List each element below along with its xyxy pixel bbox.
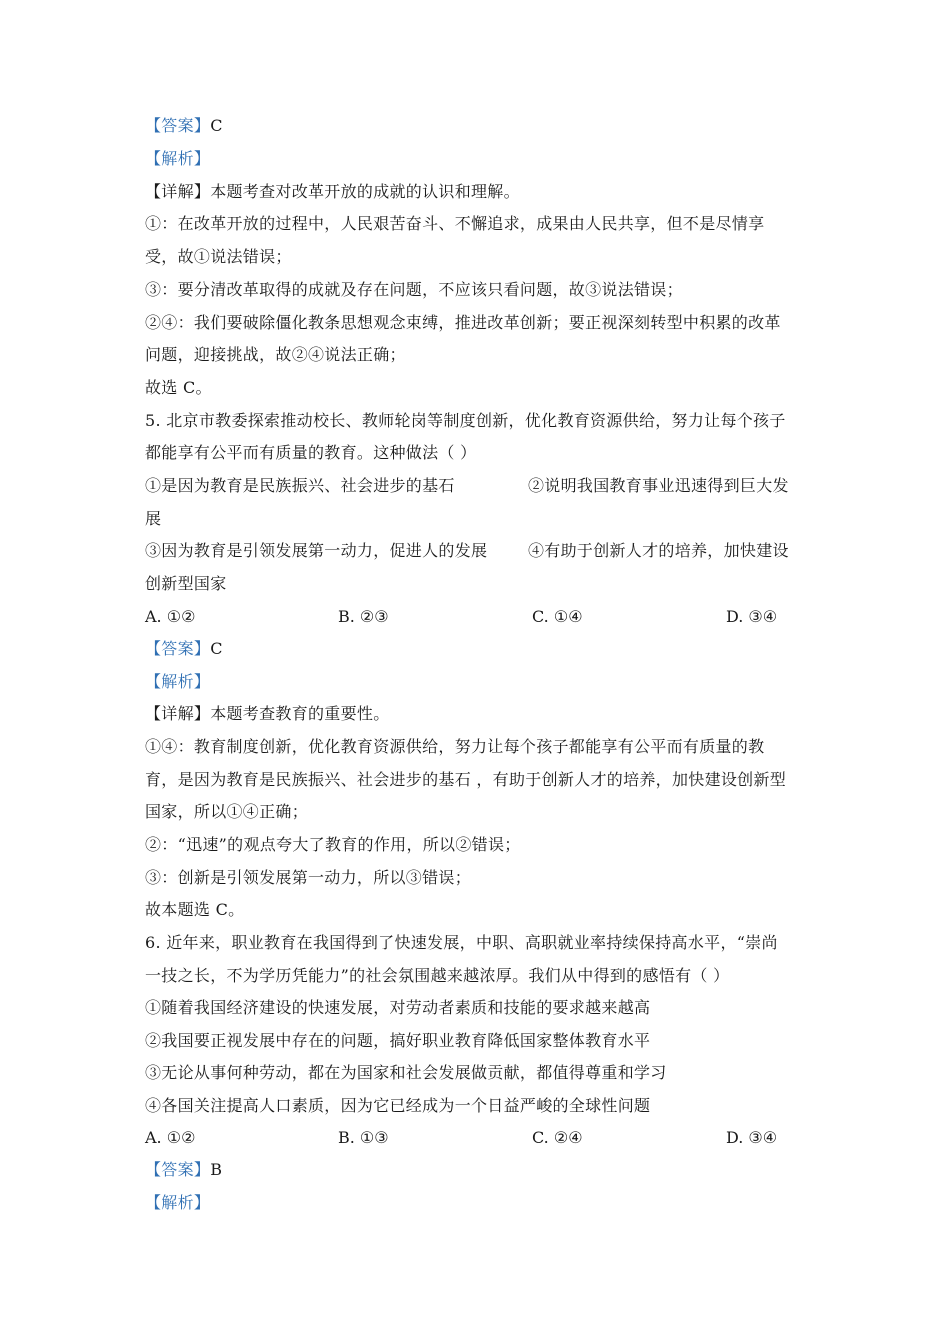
detail-line: 【详解】本题考查教育的重要性。 — [145, 704, 390, 723]
answer-value: C — [210, 116, 223, 135]
answer-line — [145, 116, 223, 136]
option-c: C. ②④ — [532, 1128, 583, 1147]
statement-3: ③因为教育是引领发展第一动力，促进人的发展 — [145, 541, 488, 560]
explanation-line: 育，是因为教育是民族振兴、社会进步的基石 ，有助于创新人才的培养，加快建设创新型 — [145, 770, 787, 789]
statement-2: ②我国要正视发展中存在的问题，搞好职业教育降低国家整体教育水平 — [145, 1031, 651, 1050]
option-b: B. ②③ — [338, 607, 389, 626]
detail-line: 【详解】本题考查对改革开放的成就的认识和理解。 — [145, 182, 520, 201]
conclusion-line: 故选 C。 — [145, 378, 212, 397]
explanation-line: ①④：教育制度创新，优化教育资源供给，努力让每个孩子都能享有公平而有质量的教 — [145, 737, 765, 756]
answer-value: B — [210, 1160, 223, 1179]
statement-4-cont: 创新型国家 — [145, 574, 227, 593]
option-d: D. ③④ — [726, 1128, 778, 1147]
explanation-line: ②：“迅速”的观点夸大了教育的作用，所以②错误； — [145, 835, 521, 854]
conclusion-line: 故本题选 C。 — [145, 900, 245, 919]
explanation-line: ①：在改革开放的过程中，人民艰苦奋斗、不懈追求，成果由人民共享，但不是尽情享 — [145, 214, 765, 233]
explanation-line: ③：要分清改革取得的成就及存在问题，不应该只看问题，故③说法错误； — [145, 280, 683, 299]
answer-label: 【答案】 — [145, 1160, 211, 1179]
statement-2: ②说明我国教育事业迅速得到巨大发 — [528, 476, 789, 495]
analysis-label: 【解析】 — [145, 672, 211, 691]
explanation-line: 问题，迎接挑战，故②④说法正确； — [145, 345, 406, 364]
option-a: A. ①② — [145, 1128, 196, 1147]
question-5-stem: 5. 北京市教委探索推动校长、教师轮岗等制度创新，优化教育资源供给，努力让每个孩子 — [145, 411, 786, 430]
explanation-line: ③：创新是引领发展第一动力，所以③错误； — [145, 868, 472, 887]
analysis-label: 【解析】 — [145, 149, 211, 168]
statement-1: ①随着我国经济建设的快速发展，对劳动者素质和技能的要求越来越高 — [145, 998, 651, 1017]
explanation-line: 受，故①说法错误； — [145, 247, 292, 266]
statement-1: ①是因为教育是民族振兴、社会进步的基石 — [145, 476, 455, 495]
answer-value: C — [210, 639, 223, 658]
option-c: C. ①④ — [532, 607, 583, 626]
option-a: A. ①② — [145, 607, 196, 626]
option-d: D. ③④ — [726, 607, 778, 626]
question-5-stem-cont: 都能享有公平而有质量的教育。这种做法（ ） — [145, 443, 477, 462]
question-6-stem: 6. 近年来，职业教育在我国得到了快速发展，中职、高职就业率持续保持高水平，“崇尚 — [145, 933, 778, 952]
analysis-label: 【解析】 — [145, 1193, 211, 1212]
answer-label: 【答案】 — [145, 116, 211, 135]
answer-line — [145, 639, 223, 659]
statement-3: ③无论从事何种劳动，都在为国家和社会发展做贡献，都值得尊重和学习 — [145, 1063, 667, 1082]
answer-line — [145, 1160, 222, 1180]
statement-4: ④有助于创新人才的培养，加快建设 — [528, 541, 789, 560]
answer-label: 【答案】 — [145, 639, 211, 658]
option-b: B. ①③ — [338, 1128, 389, 1147]
explanation-line: 国家，所以①④正确； — [145, 802, 309, 821]
explanation-line: ②④：我们要破除僵化教条思想观念束缚，推进改革创新；要正视深刻转型中积累的改革 — [145, 313, 781, 332]
question-6-stem-cont: 一技之长，不为学历凭能力”的社会氛围越来越浓厚。我们从中得到的感悟有（ ） — [145, 966, 730, 985]
statement-2-cont: 展 — [145, 509, 162, 528]
statement-4: ④各国关注提高人口素质，因为它已经成为一个日益严峻的全球性问题 — [145, 1096, 651, 1115]
